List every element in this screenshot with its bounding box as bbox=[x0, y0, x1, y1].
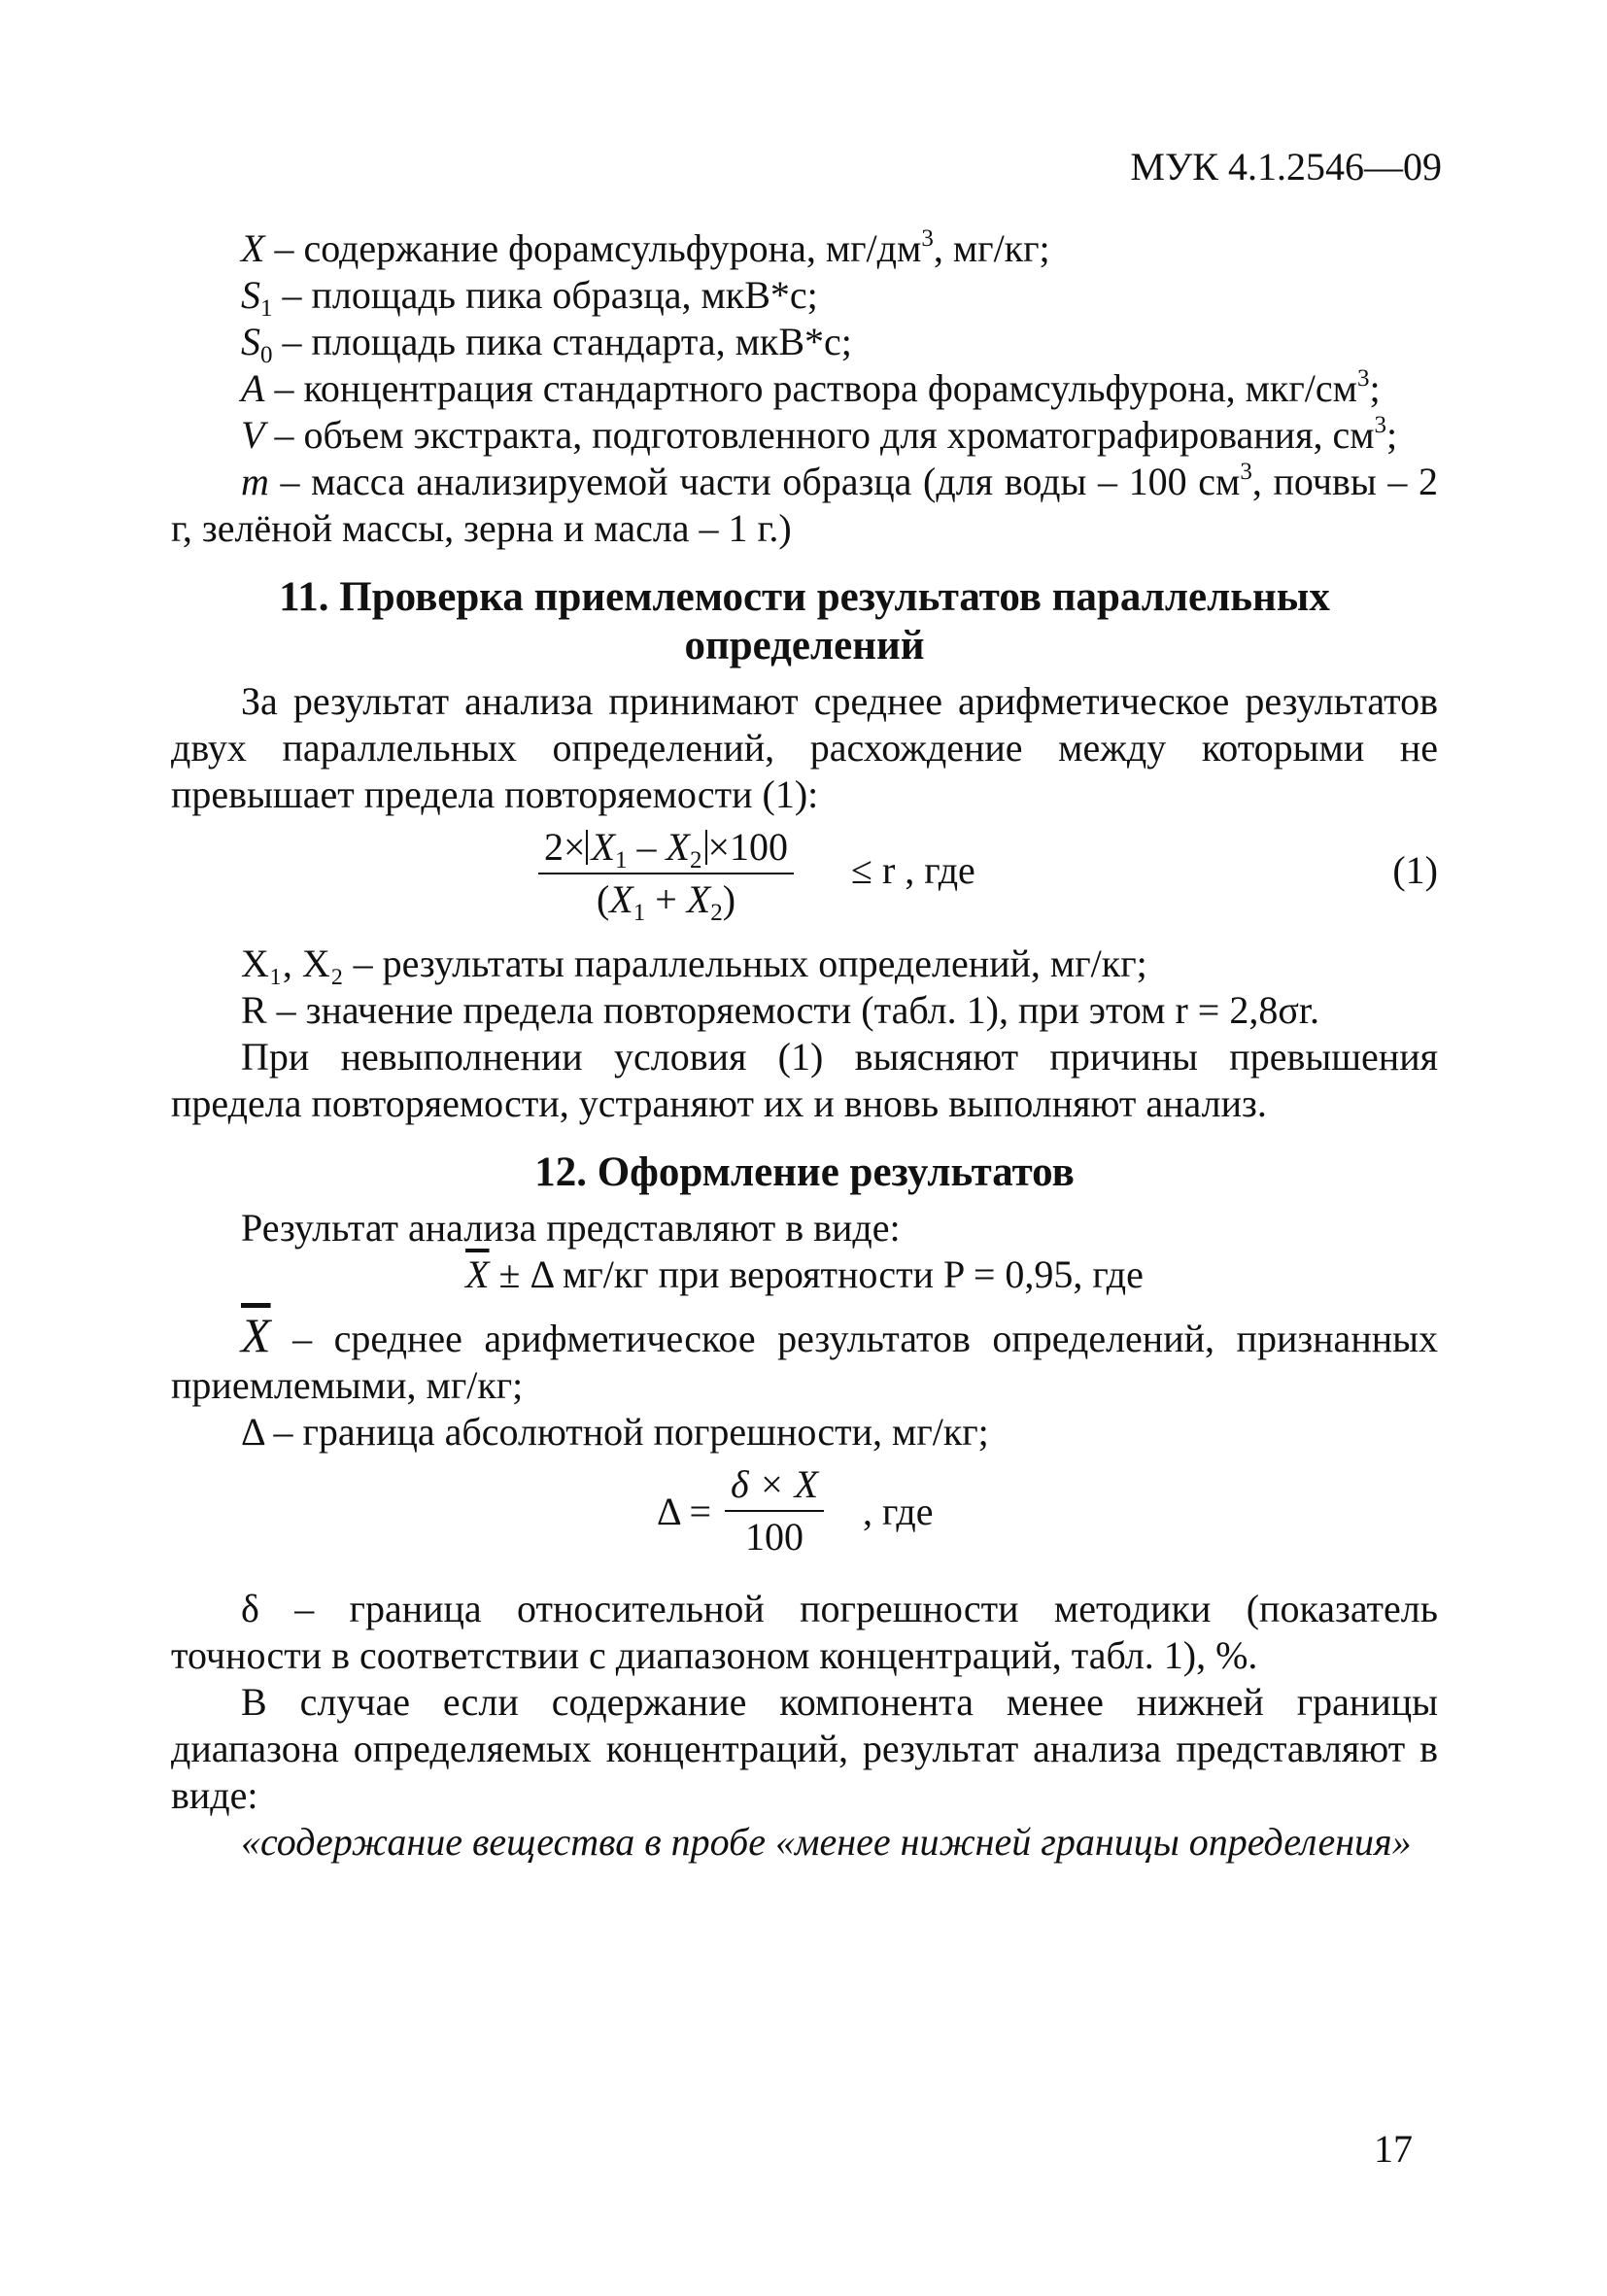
definition-r: R – значение предела повторяемости (табл. 1), при этом r = 2,8σr. bbox=[241, 988, 1319, 1032]
definition-v: V – объем экстракта, подготовленного для хроматографирования, $см^3$; bbox=[241, 412, 1398, 457]
definition-s1: $S_1$ – площадь пика образца, мкВ*с; bbox=[241, 273, 818, 322]
delta-fraction bbox=[725, 1461, 824, 1560]
below-limit-text: В случае если содержание компонента менее нижней границы диапазона определяемых концентраций, результат анализа представляют в виде: bbox=[171, 1680, 1438, 1817]
section-11-title: 11. Проверка приемлемости результатов параллельных определений bbox=[279, 574, 1330, 668]
document-code: МУК 4.1.2546—09 bbox=[1130, 145, 1442, 188]
definition-xbar: $\overline{X}$ – среднее арифметическое результатов определений, признанных приемлемыми, мг/кг; bbox=[171, 1308, 1438, 1407]
delta-formula bbox=[171, 1461, 1438, 1578]
section-12-title: 12. Оформление результатов bbox=[534, 1149, 1075, 1195]
delta-lhs: Δ = bbox=[657, 1490, 712, 1533]
definition-x: X – содержание форамсульфурона, $мг/дм^3$, мг/кг; bbox=[241, 225, 1050, 270]
delta-numerator: δ × X bbox=[731, 1462, 819, 1506]
delta-tail: , где bbox=[863, 1490, 934, 1533]
fraction-denominator: $(X_1 + X_2)$ bbox=[538, 873, 794, 923]
definition-m: m – масса анализируемой части образца (для воды – 100 $см^3$, почвы – 2 г, зелёной массы, зерна и масла – 1 г.) bbox=[171, 459, 1438, 550]
delta-denominator: 100 bbox=[725, 1510, 824, 1560]
formula-rhs: ≤ r , где bbox=[851, 848, 975, 892]
section-11-intro: За результат анализа принимают среднее арифметическое результатов двух параллельных определений, расхождение между которыми не превышает предела повторяемости (1): bbox=[171, 679, 1438, 816]
definition-small-delta: δ – граница относительной погрешности методики (показатель точности в соответствии с диапазоном концентраций, табл. 1), %. bbox=[171, 1587, 1438, 1677]
repeatability-fraction bbox=[538, 824, 794, 926]
definition-a: A – концентрация стандартного раствора форамсульфурона, мкг/$см^3$; bbox=[241, 365, 1381, 410]
equation-number: (1) bbox=[1392, 848, 1438, 892]
page-number: 17 bbox=[1374, 2127, 1413, 2171]
below-limit-quote: «содержание вещества в пробе «менее нижней границы определения» bbox=[241, 1820, 1412, 1864]
repeatability-formula bbox=[171, 824, 1438, 933]
page-body bbox=[171, 225, 1438, 1866]
definition-s0: $S_0$ – площадь пика стандарта, мкВ*с; bbox=[241, 320, 852, 368]
section-12-intro: Результат анализа представляют в виде: bbox=[241, 1206, 901, 1250]
definition-delta: Δ – граница абсолютной погрешности, мг/кг; bbox=[241, 1410, 989, 1454]
section-11-failure: При невыполнении условия (1) выясняют причины превышения предела повторяемости, устраняют их и вновь выполняют анализ. bbox=[171, 1035, 1438, 1125]
result-form: $\overline{X} \pm \Delta$ мг/кг при вероятности P = 0,95, где bbox=[465, 1252, 1144, 1296]
fraction-numerator: $2\times X_1 - X_2 \times 100$ bbox=[544, 825, 788, 874]
definition-x1-x2: X₁, X₂ – результаты параллельных определений, мг/кг; bbox=[241, 942, 1147, 985]
